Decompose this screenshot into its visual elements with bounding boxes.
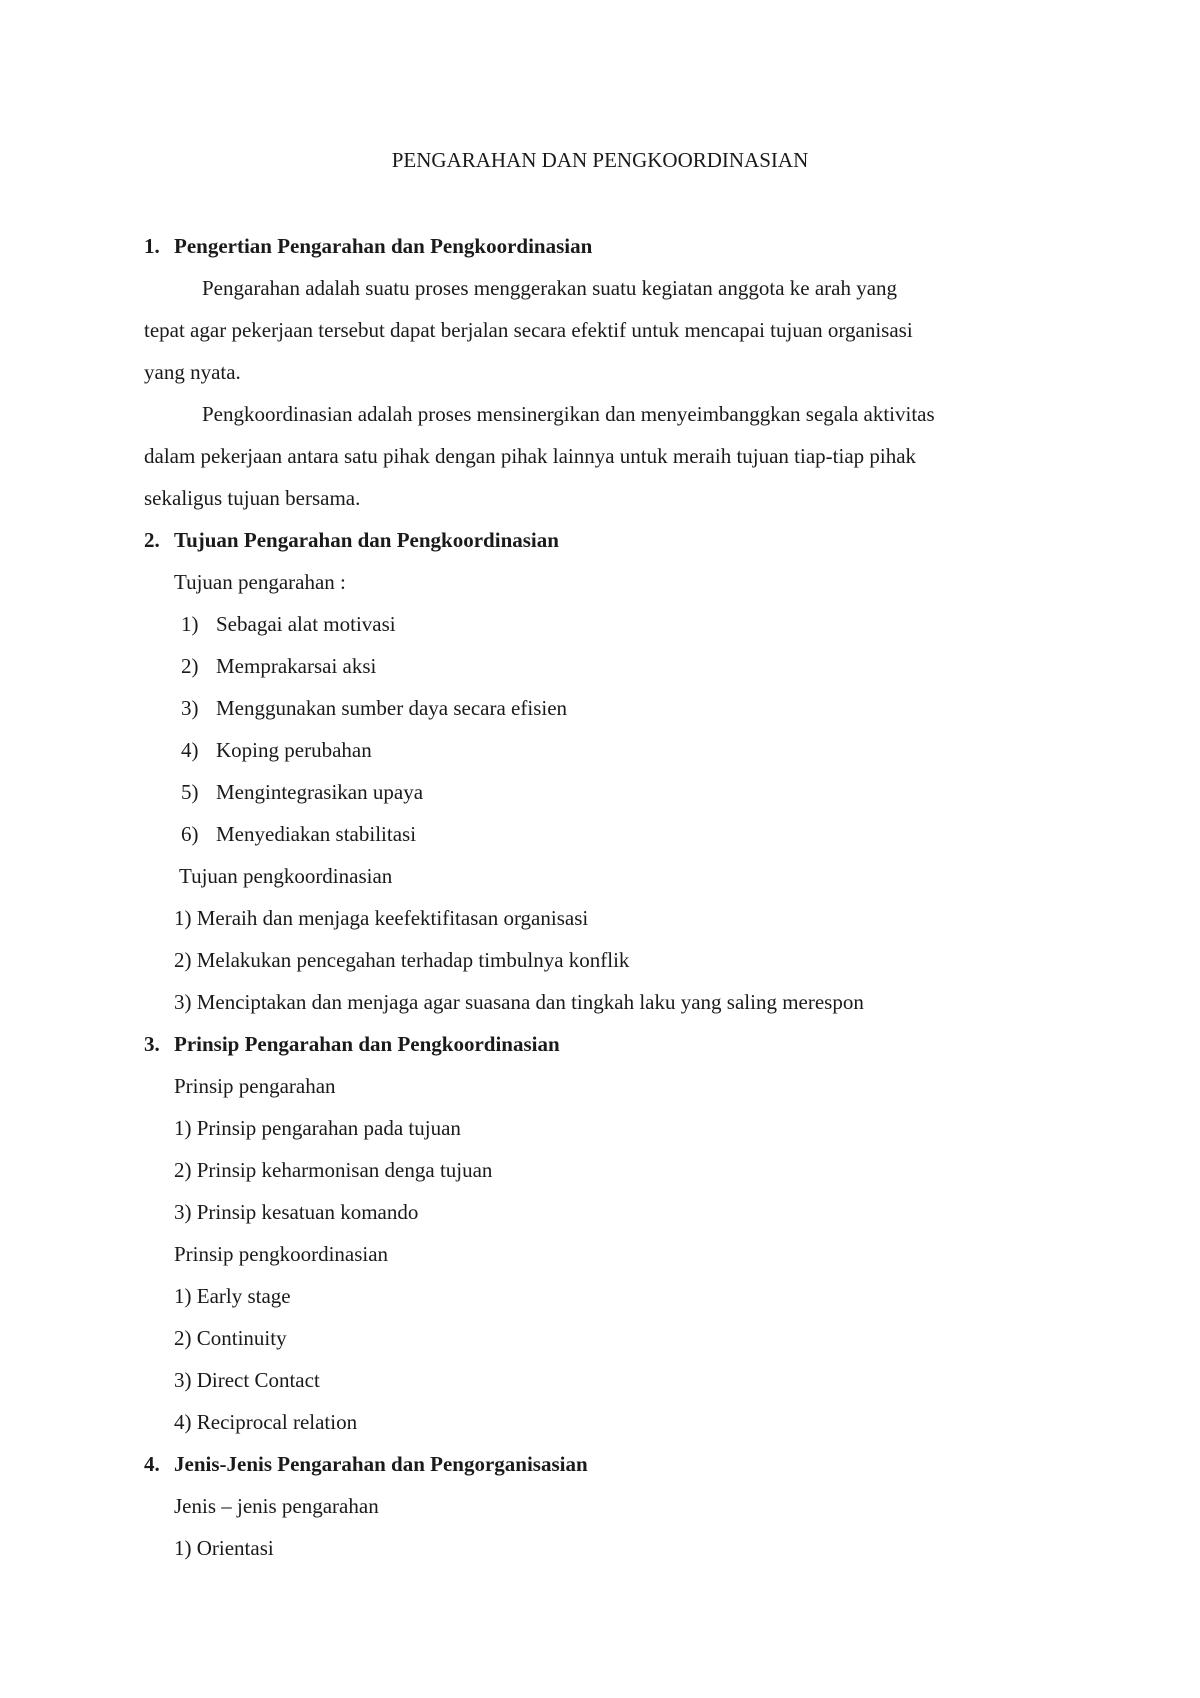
paragraph-line: yang nyata.	[144, 360, 241, 384]
paragraph-line: Pengarahan adalah suatu proses menggerakan suatu kegiatan anggota ke arah yang	[202, 276, 898, 300]
list-item: 3) Menciptakan dan menjaga agar suasana dan tingkah laku yang saling merespon	[174, 990, 864, 1014]
list-item: 3) Direct Contact	[174, 1368, 320, 1392]
section-3-number: 3.	[144, 1032, 160, 1056]
list-item: 2) Prinsip keharmonisan denga tujuan	[174, 1158, 493, 1182]
subheading: Jenis – jenis pengarahan	[174, 1494, 379, 1518]
section-1-number: 1.	[144, 234, 160, 258]
list-item-number: 4)	[181, 738, 199, 762]
list-item: 2) Melakukan pencegahan terhadap timbulnya konflik	[174, 948, 630, 972]
list-item: Menyediakan stabilitasi	[216, 822, 417, 846]
list-item: 1) Meraih dan menjaga keefektifitasan organisasi	[174, 906, 589, 930]
document-title: PENGARAHAN DAN PENGKOORDINASIAN	[391, 148, 809, 172]
list-item-number: 6)	[181, 822, 199, 846]
list-item-number: 5)	[181, 780, 199, 804]
section-1-heading: Pengertian Pengarahan dan Pengkoordinasian	[174, 234, 593, 258]
paragraph-line: tepat agar pekerjaan tersebut dapat berjalan secara efektif untuk mencapai tujuan organisasi	[144, 318, 913, 342]
list-item-number: 1)	[181, 612, 199, 636]
paragraph-line: Pengkoordinasian adalah proses mensinergikan dan menyeimbanggkan segala aktivitas	[202, 402, 935, 426]
paragraph-line: sekaligus tujuan bersama.	[144, 486, 361, 510]
subheading: Tujuan pengarahan :	[174, 570, 346, 594]
paragraph-line: dalam pekerjaan antara satu pihak dengan pihak lainnya untuk meraih tujuan tiap-tiap pihak	[144, 444, 917, 468]
list-item-number: 3)	[181, 696, 199, 720]
list-item-number: 2)	[181, 654, 199, 678]
section-4-heading: Jenis-Jenis Pengarahan dan Pengorganisasian	[174, 1452, 588, 1476]
section-2-heading: Tujuan Pengarahan dan Pengkoordinasian	[174, 528, 559, 552]
section-3-heading: Prinsip Pengarahan dan Pengkoordinasian	[174, 1032, 560, 1056]
subheading: Prinsip pengarahan	[174, 1074, 336, 1098]
list-item: 1) Early stage	[174, 1284, 291, 1308]
list-item: Koping perubahan	[216, 738, 372, 762]
subheading: Prinsip pengkoordinasian	[174, 1242, 389, 1266]
list-item: Menggunakan sumber daya secara efisien	[216, 696, 568, 720]
list-item: Mengintegrasikan upaya	[216, 780, 424, 804]
list-item: 1) Prinsip pengarahan pada tujuan	[174, 1116, 461, 1140]
subheading: Tujuan pengkoordinasian	[179, 864, 393, 888]
list-item: 1) Orientasi	[174, 1536, 274, 1560]
list-item: 4) Reciprocal relation	[174, 1410, 358, 1434]
list-item: 2) Continuity	[174, 1326, 287, 1350]
list-item: Sebagai alat motivasi	[216, 612, 396, 636]
section-4-number: 4.	[144, 1452, 160, 1476]
list-item: Memprakarsai aksi	[216, 654, 377, 678]
section-2-number: 2.	[144, 528, 160, 552]
list-item: 3) Prinsip kesatuan komando	[174, 1200, 419, 1224]
